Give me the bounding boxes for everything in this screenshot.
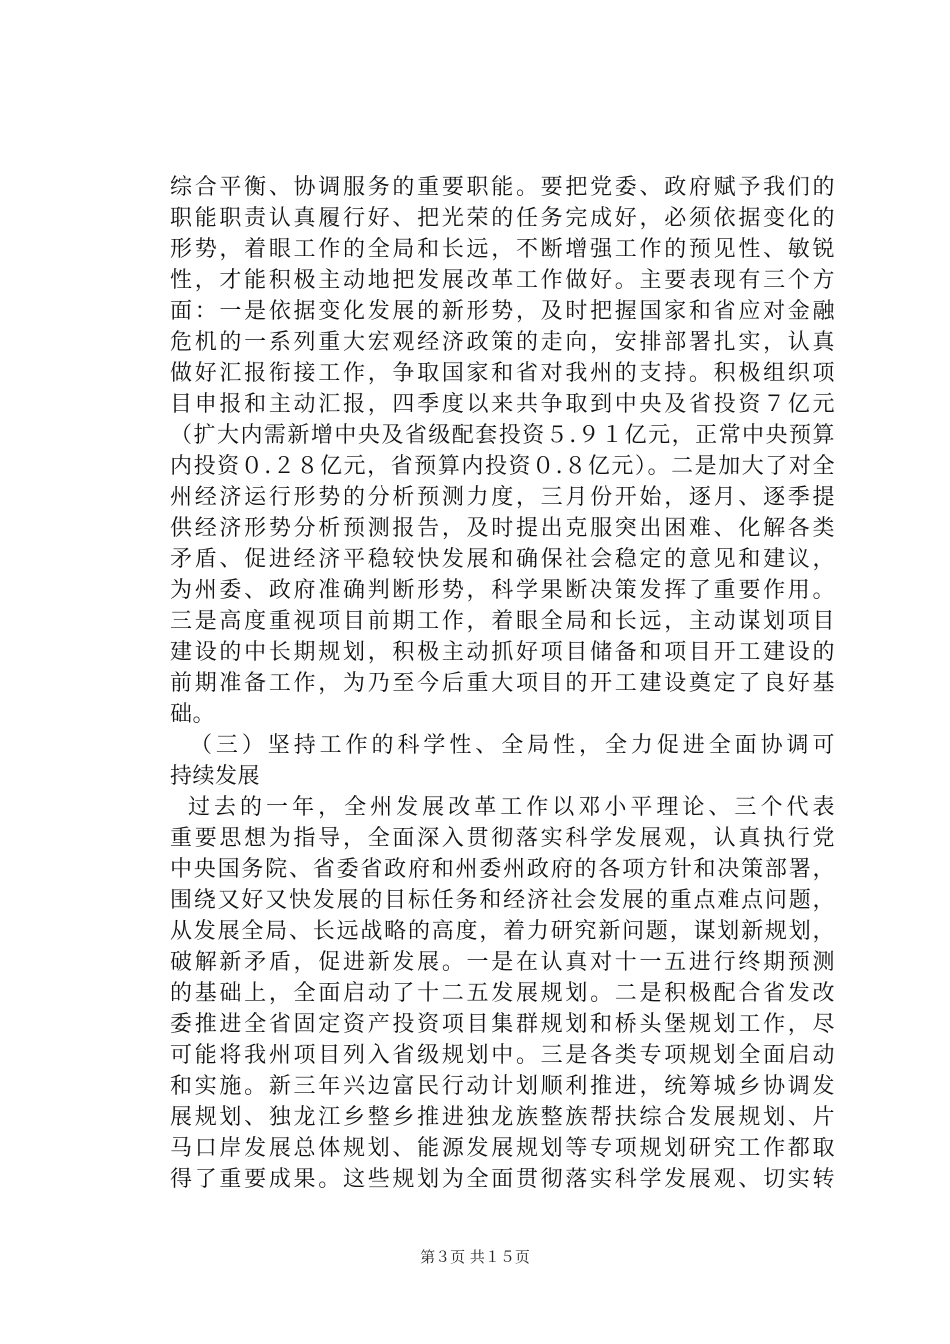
text-line: 的基础上，全面启动了十二五发展规划。二是积极配合省发改 <box>170 981 835 1006</box>
text-line: 职能职责认真履行好、把光荣的任务完成好，必须依据变化的 <box>170 206 835 231</box>
page-number-footer: 第３页 共１５页 <box>420 1248 530 1266</box>
text-line: 础。 <box>170 702 216 727</box>
text-line: 建设的中长期规划，积极主动抓好项目储备和项目开工建设的 <box>170 640 835 665</box>
text-line: 供经济形势分析预测报告，及时提出克服突出困难、化解各类 <box>170 516 835 541</box>
text-line: 破解新矛盾，促进新发展。一是在认真对十一五进行终期预测 <box>170 950 835 975</box>
text-line: 目申报和主动汇报，四季度以来共争取到中央及省投资７亿元 <box>170 392 835 417</box>
text-line: 为州委、政府准确判断形势，科学果断决策发挥了重要作用。 <box>170 578 835 603</box>
text-line: 从发展全局、长远战略的高度，着力研究新问题，谋划新规划， <box>170 919 835 944</box>
document-body <box>170 172 835 1195</box>
section-heading-cont: 持续发展 <box>170 764 261 789</box>
text-line: 三是高度重视项目前期工作，着眼全局和长远，主动谋划项目 <box>170 609 835 634</box>
text-line: 危机的一系列重大宏观经济政策的走向，安排部署扎实，认真 <box>170 330 835 355</box>
text-line: 中央国务院、省委省政府和州委州政府的各项方针和决策部署， <box>170 857 835 882</box>
text-line: 得了重要成果。这些规划为全面贯彻落实科学发展观、切实转 <box>170 1167 835 1192</box>
text-line: 州经济运行形势的分析预测力度，三月份开始，逐月、逐季提 <box>170 485 835 510</box>
section-heading: （三）坚持工作的科学性、全局性，全力促进全面协调可 <box>190 733 835 758</box>
text-line: 做好汇报衔接工作，争取国家和省对我州的支持。积极组织项 <box>170 361 835 386</box>
text-line: 重要思想为指导，全面深入贯彻落实科学发展观，认真执行党 <box>170 826 835 851</box>
text-line: 矛盾、促进经济平稳较快发展和确保社会稳定的意见和建议， <box>170 547 835 572</box>
text-line: 马口岸发展总体规划、能源发展规划等专项规划研究工作都取 <box>170 1136 835 1161</box>
text-line: 和实施。新三年兴边富民行动计划顺利推进，统筹城乡协调发 <box>170 1074 835 1099</box>
text-line: 形势，着眼工作的全局和长远，不断增强工作的预见性、敏锐 <box>170 237 835 262</box>
text-line: 内投资０.２８亿元，省预算内投资０.８亿元）。二是加大了对全 <box>170 454 835 479</box>
text-line: 展规划、独龙江乡整乡推进独龙族整族帮扶综合发展规划、片 <box>170 1105 835 1130</box>
text-line: 围绕又好又快发展的目标任务和经济社会发展的重点难点问题， <box>170 888 835 913</box>
text-line: 面：一是依据变化发展的新形势，及时把握国家和省应对金融 <box>170 299 835 324</box>
text-line: 可能将我州项目列入省级规划中。三是各类专项规划全面启动 <box>170 1043 835 1068</box>
text-line: 综合平衡、协调服务的重要职能。要把党委、政府赋予我们的 <box>170 175 835 200</box>
text-line: 前期准备工作，为乃至今后重大项目的开工建设奠定了良好基 <box>170 671 835 696</box>
text-line: 过去的一年，全州发展改革工作以邓小平理论、三个代表 <box>188 795 835 820</box>
text-line: 委推进全省固定资产投资项目集群规划和桥头堡规划工作，尽 <box>170 1012 835 1037</box>
text-line: （扩大内需新增中央及省级配套投资５.９１亿元，正常中央预算 <box>170 423 835 448</box>
text-line: 性，才能积极主动地把发展改革工作做好。主要表现有三个方 <box>170 268 835 293</box>
